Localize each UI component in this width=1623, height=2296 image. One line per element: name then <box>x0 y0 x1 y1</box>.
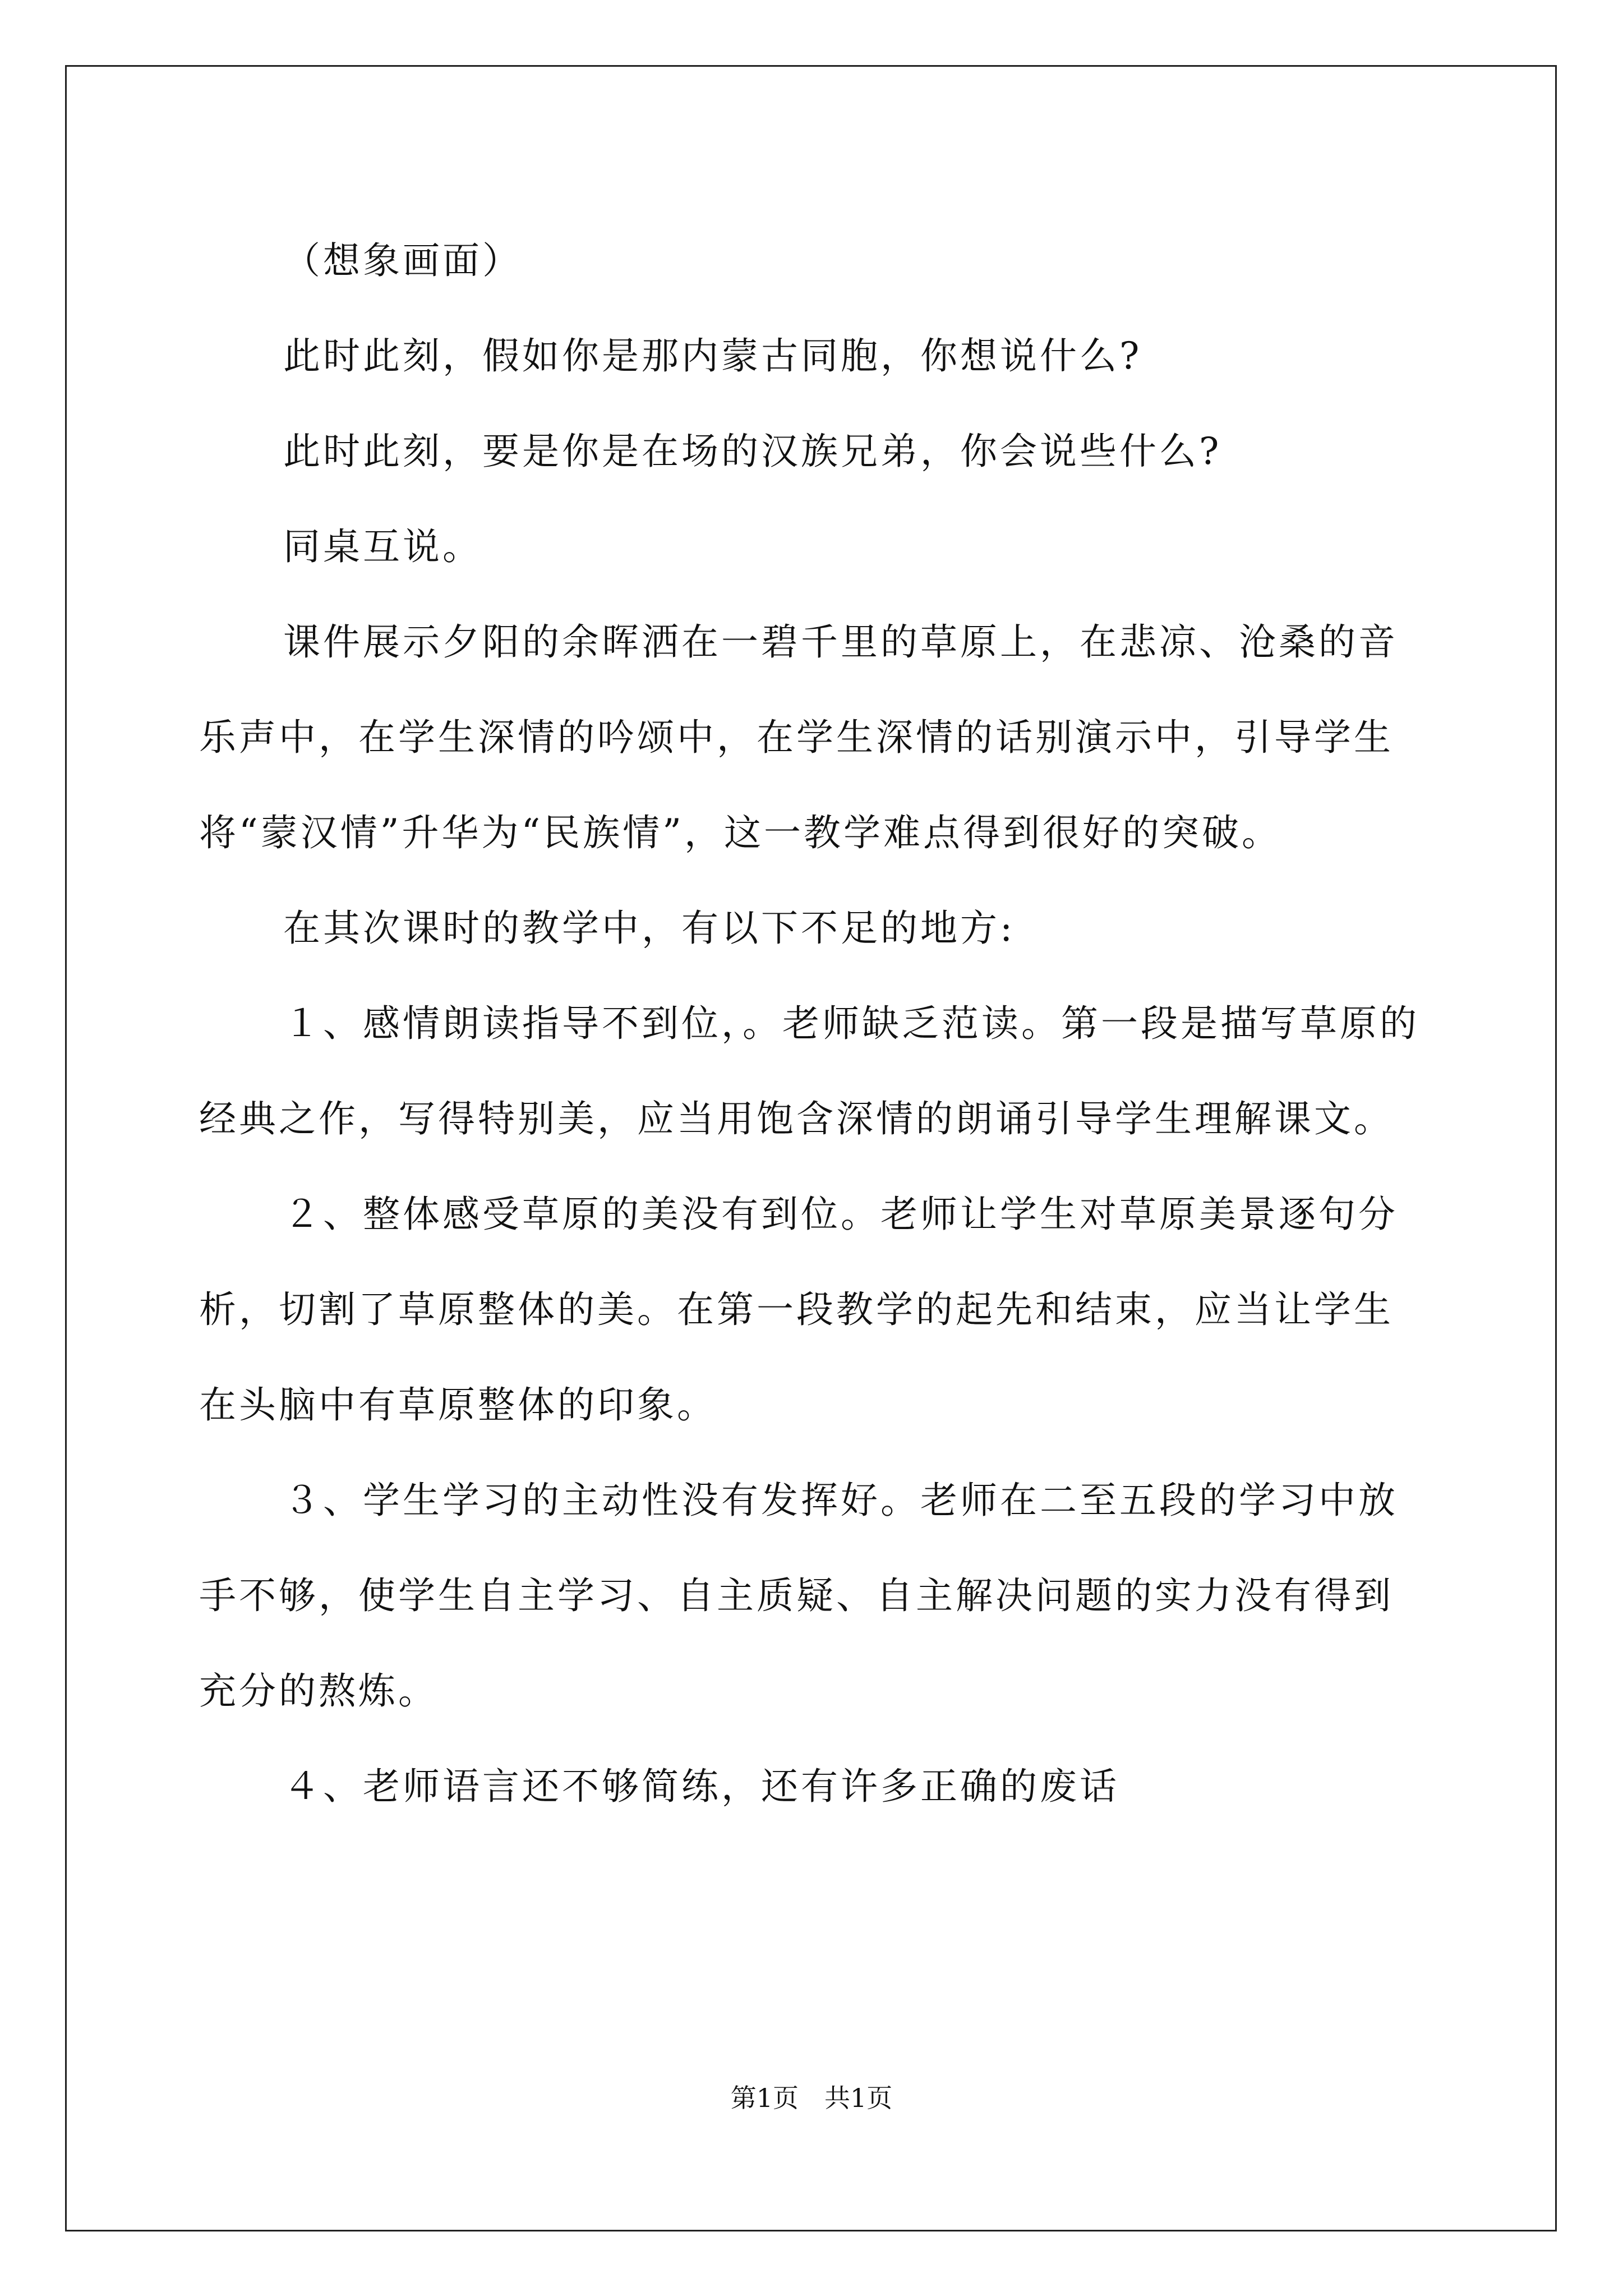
text-line: ３、学生学习的主动性没有发挥好。老师在二至五段的学习中放 <box>283 1479 1398 1522</box>
text-line: 课件展示夕阳的余晖洒在一碧千里的草原上，在悲凉、沧桑的音 <box>283 620 1398 664</box>
text-line: 同桌互说。 <box>283 525 482 568</box>
text-line: 充分的熬炼。 <box>199 1669 438 1713</box>
text-line: 手不够，使学生自主学习、自主质疑、自主解决问题的实力没有得到 <box>199 1574 1394 1617</box>
page-footer: 第1页 共1页 <box>730 2083 893 2113</box>
text-line: 将“蒙汉情”升华为“民族情”，这一教学难点得到很好的突破。 <box>199 811 1281 854</box>
text-line: 在头脑中有草原整体的印象。 <box>199 1383 717 1427</box>
text-line: 经典之作，写得特别美，应当用饱含深情的朗诵引导学生理解课文。 <box>199 1097 1394 1140</box>
text-line: 此时此刻，要是你是在场的汉族兄弟，你会说些什么? <box>283 430 1222 473</box>
text-line: 析，切割了草原整体的美。在第一段教学的起先和结束，应当让学生 <box>199 1288 1394 1331</box>
text-line: ４、老师语言还不够简练，还有许多正确的废话 <box>283 1765 1119 1808</box>
text-line: 在其次课时的教学中，有以下不足的地方: <box>283 907 1016 950</box>
text-line: （想象画面） <box>283 239 522 282</box>
text-line: ２、整体感受草原的美没有到位。老师让学生对草原美景逐句分 <box>283 1193 1398 1236</box>
text-line: 此时此刻，假如你是那内蒙古同胞，你想说什么? <box>283 334 1142 378</box>
text-line: 乐声中，在学生深情的吟颂中，在学生深情的话别演示中，引导学生 <box>199 716 1394 759</box>
text-line: １、感情朗读指导不到位，。老师缺乏范读。第一段是描写草原的 <box>283 1002 1419 1045</box>
document-body <box>199 213 1427 1834</box>
